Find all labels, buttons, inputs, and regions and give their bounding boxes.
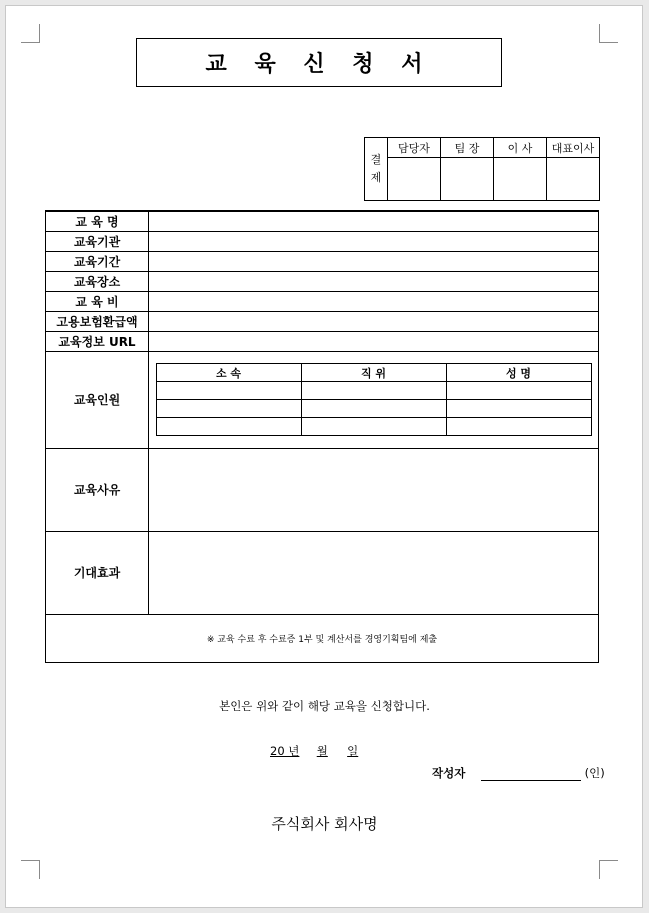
effect-value[interactable] <box>149 531 599 614</box>
approval-role-director: 이 사 <box>494 138 547 158</box>
page-title[interactable]: 교 육 신 청 서 <box>205 52 433 77</box>
staff-cell-name[interactable] <box>446 418 591 436</box>
staff-cell-position[interactable] <box>301 418 446 436</box>
staff-header-department: 소 속 <box>156 364 301 382</box>
field-value-cost[interactable] <box>149 291 599 311</box>
approval-role-staff: 담당자 <box>388 138 441 158</box>
field-label-location: 교육장소 <box>46 271 149 291</box>
staff-row <box>156 418 591 436</box>
staff-table <box>156 363 592 436</box>
field-value-location[interactable] <box>149 271 599 291</box>
crop-mark-top-right <box>599 24 618 43</box>
approval-sign-cell[interactable] <box>494 158 547 201</box>
reason-value[interactable] <box>149 448 599 531</box>
effect-label: 기대효과 <box>46 531 149 614</box>
approval-role-ceo: 대표이사 <box>547 138 600 158</box>
approval-table <box>364 137 600 201</box>
reason-label: 교육사유 <box>46 448 149 531</box>
title-box[interactable] <box>136 38 502 87</box>
staff-header-position: 직 위 <box>301 364 446 382</box>
date-line[interactable] <box>270 743 358 759</box>
field-label-institution: 교육기관 <box>46 231 149 251</box>
company-name[interactable]: 주식회사 회사명 <box>271 815 378 833</box>
staff-cell-department[interactable] <box>156 418 301 436</box>
submission-note: ※ 교육 수료 후 수료증 1부 및 계산서를 경영기획팀에 제출 <box>46 614 599 662</box>
field-label-education-name: 교 육 명 <box>46 211 149 231</box>
staff-header-name: 성 명 <box>446 364 591 382</box>
date-year[interactable]: 20 년 <box>270 744 300 758</box>
crop-mark-bottom-right <box>599 860 618 879</box>
field-value-url[interactable] <box>149 331 599 351</box>
seal-text: (인) <box>584 766 605 780</box>
field-value-institution[interactable] <box>149 231 599 251</box>
field-value-education-name[interactable] <box>149 211 599 231</box>
writer-line <box>432 765 605 781</box>
crop-mark-top-left <box>21 24 40 43</box>
staff-cell-department[interactable] <box>156 400 301 418</box>
staff-cell <box>149 351 599 448</box>
staff-cell-position[interactable] <box>301 400 446 418</box>
writer-label: 작성자 <box>432 766 466 780</box>
writer-signature-line[interactable] <box>481 768 581 781</box>
approval-sign-cell[interactable] <box>441 158 494 201</box>
staff-row <box>156 382 591 400</box>
field-label-refund: 고용보험환급액 <box>46 311 149 331</box>
field-label-cost: 교 육 비 <box>46 291 149 311</box>
statement-text: 본인은 위와 같이 해당 교육을 신청합니다. <box>219 699 430 713</box>
approval-role-team-lead: 팀 장 <box>441 138 494 158</box>
field-label-url: 교육정보 URL <box>46 331 149 351</box>
approval-sign-cell[interactable] <box>547 158 600 201</box>
staff-label: 교육인원 <box>46 351 149 448</box>
field-label-period: 교육기간 <box>46 251 149 271</box>
staff-cell-position[interactable] <box>301 382 446 400</box>
staff-row <box>156 400 591 418</box>
date-month[interactable]: 월 <box>316 744 328 758</box>
staff-cell-department[interactable] <box>156 382 301 400</box>
approval-label <box>365 138 388 201</box>
crop-mark-bottom-left <box>21 860 40 879</box>
field-value-refund[interactable] <box>149 311 599 331</box>
approval-sign-cell[interactable] <box>388 158 441 201</box>
date-day[interactable]: 일 <box>347 744 359 758</box>
field-value-period[interactable] <box>149 251 599 271</box>
application-form-table <box>45 210 599 663</box>
staff-cell-name[interactable] <box>446 382 591 400</box>
staff-cell-name[interactable] <box>446 400 591 418</box>
approval-label-text: 결 제 <box>370 153 382 184</box>
